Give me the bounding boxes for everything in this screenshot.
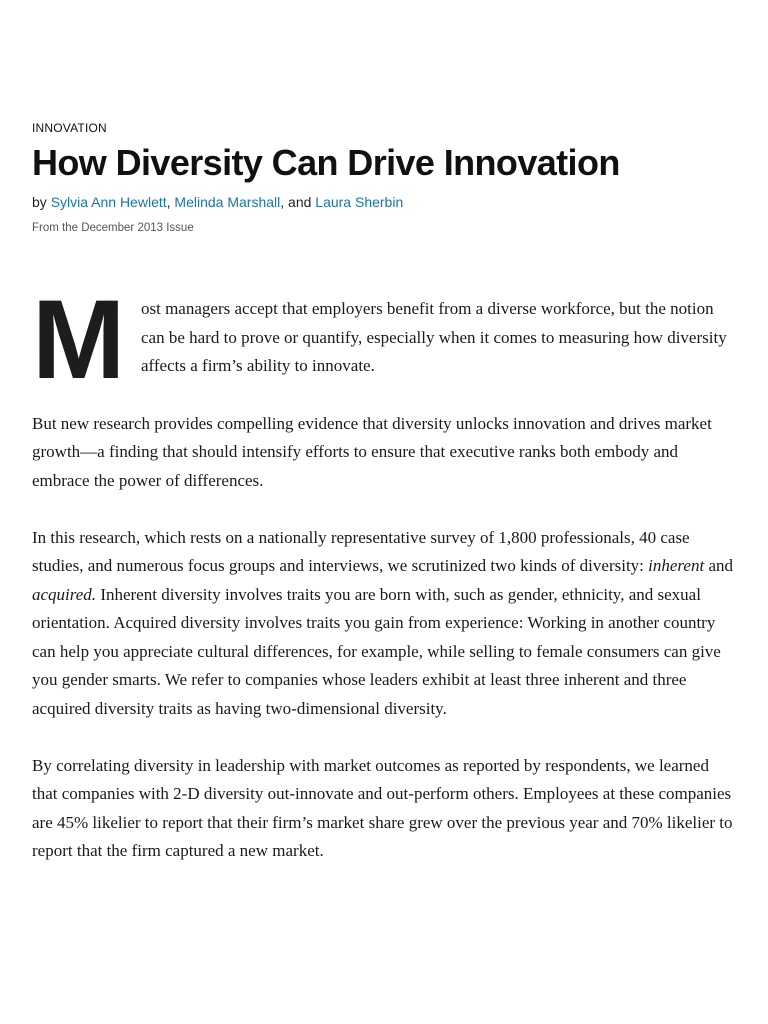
paragraph-3 <box>32 524 738 724</box>
paragraph-3-part2: and <box>704 556 733 575</box>
term-inherent: inherent <box>648 556 705 575</box>
paragraph-3-part1: In this research, which rests on a nationally representative survey of 1,800 professionals, 40 case studies, and numerous focus groups and interviews, we scrutinized two kinds of diversity: <box>32 527 690 575</box>
byline-separator-and: , and <box>280 194 316 210</box>
term-acquired: acquired. <box>32 584 97 604</box>
drop-cap: M <box>32 277 120 402</box>
author-link-sherbin[interactable]: Laura Sherbin <box>315 194 404 210</box>
article-body <box>32 277 738 894</box>
byline-separator: , <box>166 194 175 210</box>
paragraph-1-text: ost managers accept that employers benefit from a diverse workforce, but the notion can be hard to prove or quantify, especially when it comes to measuring how diversity affects a firm’s ability to innovate. <box>141 299 727 375</box>
paragraph-3-part3: Inherent diversity involves traits you are born with, such as gender, ethnicity, and sexual orientation. Acquired diversity involves traits you gain from experience: Working in another country can help you appreciate cultural differences, for example, while selling to female consumers can give you gender smarts. We refer to companies whose leaders exhibit at least three inherent and three acquired diversity traits as having two-dimensional diversity. <box>32 584 721 718</box>
author-link-marshall[interactable]: Melinda Marshall <box>174 194 281 210</box>
article-title: How Diversity Can Drive Innovation <box>32 142 620 183</box>
paragraph-4: By correlating diversity in leadership with market outcomes as reported by respondents, we learned that companies with 2-D diversity out-innovate and out-perform others. Employees at these companies are 45% likelier to report that their firm’s market share grew over the previous year and 70% likelier to report that the firm captured a new market. <box>32 755 733 860</box>
paragraph-1 <box>32 277 738 402</box>
category-link[interactable]: INNOVATION <box>32 121 107 135</box>
paragraph-2: But new research provides compelling evidence that diversity unlocks innovation and drives market growth—a finding that should intensify efforts to ensure that executive ranks both embody and embrace the power of differences. <box>32 413 712 490</box>
byline-prefix: by <box>32 194 51 210</box>
byline <box>32 194 403 210</box>
issue-date: From the December 2013 Issue <box>32 222 194 234</box>
author-link-hewlett[interactable]: Sylvia Ann Hewlett <box>50 194 167 210</box>
